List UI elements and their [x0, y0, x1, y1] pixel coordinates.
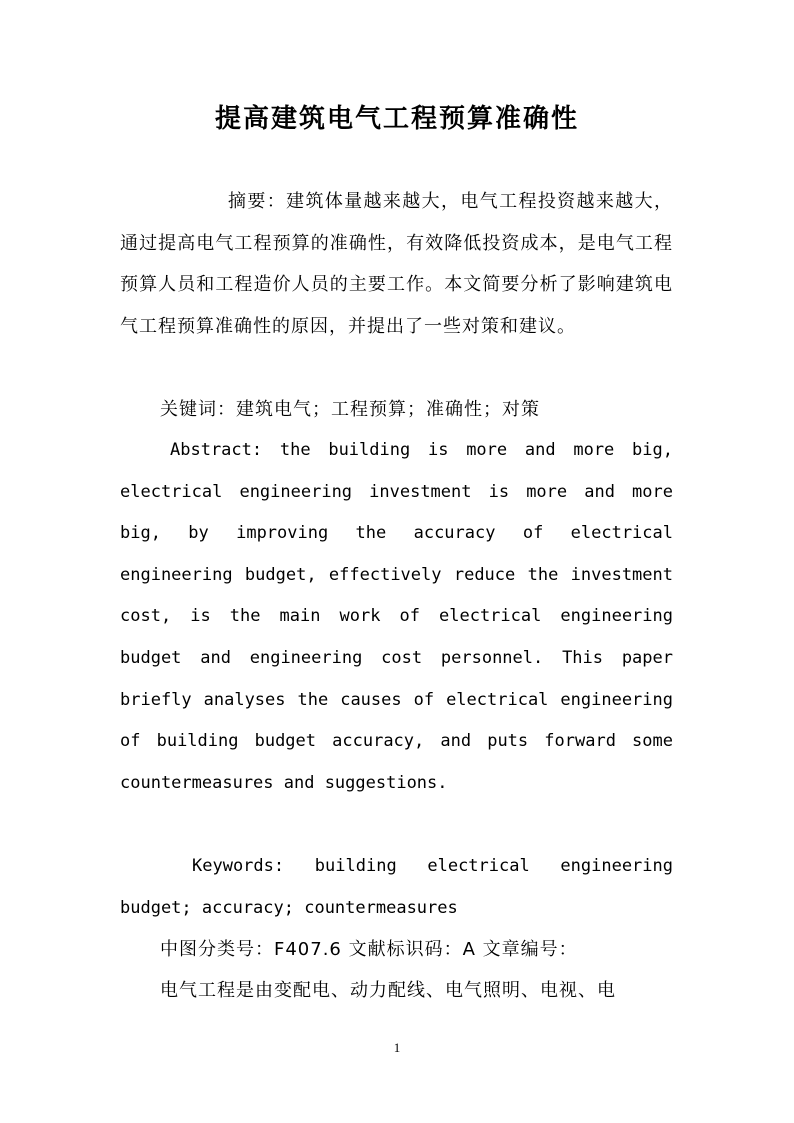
page-number: 1 [393, 1040, 401, 1055]
chinese-keywords: 关键词：建筑电气；工程预算；准确性；对策 [160, 399, 540, 420]
chinese-abstract: 摘要：建筑体量越来越大，电气工程投资越来越大，通过提高电气工程预算的准确性，有效降低投资成本，是电气工程预算人员和工程造价人员的主要工作。本文简要分析了影响建筑电气工程预算准确性的原因，并提出了一些对策和建议。 [120, 191, 673, 337]
body-paragraph: 电气工程是由变配电、动力配线、电气照明、电视、电 [160, 980, 616, 1001]
english-keywords: Keywords: building electrical engineering budget; accuracy; countermeasures [120, 856, 673, 918]
classification-line: 中图分类号：F407.6 文献标识码：A 文章编号： [160, 939, 578, 960]
document-title: 提高建筑电气工程预算准确性 [214, 104, 579, 134]
english-abstract: Abstract: the building is more and more big, electrical engineering investment is more and more big, by improving the accuracy of electrical engineering budget, effectively reduce the investment cost, is the main work of electrical engineering budget and engineering cost personnel. This paper briefly analyses the causes of electrical engineering of building budget accuracy, and puts forward some countermeasures and suggestions. [120, 440, 673, 793]
